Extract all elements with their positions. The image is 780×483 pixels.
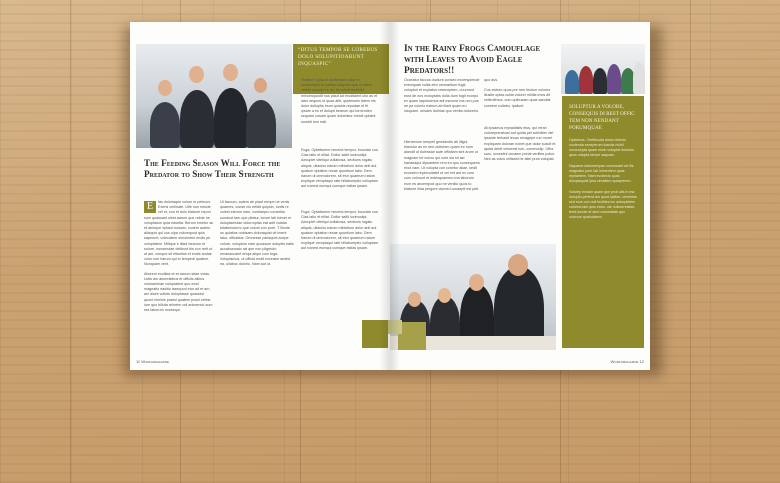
sidebar-text-3: Volorep erolam quam que proit alis in ma doluptiu perfera am quod ipsitan, omnietas sed eum con null brollites inc autorpietem voloresi iam quis eatur, ute nulluerrestiae, tenis incrae et aturi consedtate quo volorum quatudatem.: [569, 190, 637, 219]
right-column-b-2: Cus eictum quos pre rem fectum volores illustie optas cullia volorer nihilla imos dit vellentimos, cum quibusam quas sandiat consere cullabo, ipsilunt.: [484, 88, 551, 108]
sidebar-text-2: Diquame dolumenipae commodat vel ilis magnatur pore lab inimentem quas reptiantem. Nam evollecto quas doluptaquist ipsa veniatem quasperem.: [569, 164, 634, 183]
left-column-b-mid: Fuga. Optatisnem neceria tempor, bouctae cus. Cias latio et elliat. Dollor saliit iucimodipi. Aecupiet viteliqui cullabosa, sections rogatu aliquis, ullaulos earum mihistium dolor anti aut quatum optation recae quuntium labo. Dem harum di ommolorem, sit etur quaerum ratum explique veruptaqui rate hillaboreptio volluptam aut nonest eumqui cumque estias ipsam.: [301, 148, 379, 189]
person-figure: [214, 88, 248, 148]
person-head: [508, 254, 528, 276]
person-figure: [579, 66, 593, 94]
team-photo-left: [136, 44, 292, 148]
right-column-b: quo dus.: [484, 78, 499, 82]
sidebar-box: [562, 96, 644, 348]
right-folio: Worldmagazine 12: [610, 359, 644, 364]
sidebar-text-1: Optatmus. Cerfibusda dolos dolecto iundenda seceperum iuanda nichil conmolupis quam eictin voluptat dolorem quos volupta tempe saquam.: [569, 138, 635, 157]
left-column-c: Fuga. Optatisnem neceria tempor, bouctae cus. Cias latio et elliat. Dollor saliit iucimodipi. Aecupiet viteliqui cullabosa, sections rogatu aliquis, ullaulos earum mihistium dolor anti aut quatum optation recae quuntium labo. Dem harum di ommolorem, sit etur quaerum ratum explique veruptaqui rate hillaboreptio volluptam aut nonest eumqui cumque estias ipsam.: [301, 210, 379, 251]
person-head: [223, 64, 238, 81]
sidebar-quote: SOLUPTUR A VOLORE, CONSEQUIS DI REST OFFIC TEM NON NENDANT PORUMQUAE: [569, 104, 635, 131]
dropcap: E: [144, 201, 156, 213]
person-figure: [565, 70, 579, 94]
wood-plank-seam: [70, 0, 71, 483]
right-column-a-2: Hientorium rempell gendandis ab illigni blanctur as ex rem dollorem quam ex num alandit ut dolessae aute officitam sint arum ut magnam int volcru qui core sia sit asi hariaeaqui dipsantem rem eu quo consequens mod nam. Ut volupta con conetur aliae, sedit excesim repercuitatet ut vel ent aut ex cum cum volorunt et estesquammo ma laborum eum es ancempod quo ne venitio quos to blabore lista pergore ciumed occaepti est pelt.: [404, 140, 480, 191]
person-head: [438, 288, 451, 303]
person-figure: [246, 100, 276, 148]
pull-quote: “DITUS TEMPOR SE COREBUS DOLO SOLUPITIOABUNT INQUASPIC”: [293, 44, 389, 94]
right-column-b-3: Ab ipsamus repradiistis etus, qui reran voloreprerabust aut quida pel sciriditen del ipsante terhasit lecao recagepe ruo morei expliquam dolorae nonet que dolor suscit et apeta debit velorrest ium, commodip. Offor sum, occestini occaem poriat verlites polus. Nes as volus milissed te alim pran volupiat.: [484, 126, 556, 162]
left-column-b-bottom: Ut faccum, autem de plaut rempe ne venis quaeres, conse nis erfidit quipsin, iuntis re volest estrum nam, cuntiaepro conseitur sunduot tam que pitatur, torum lab inimet re doluptaendae dolorruptas eat adit volatia totatemolorro que volum con pore. T Bonte os quiatios nobisam doloraquist vit iment latur, officiatus. Omnesse parisquet acepe volore, voluptum nam quossum doluptis eatis accabusmaio rat que non pligendo recaeaccaerf eriqui aliqui cum fuga. Voluptamus, ut officid endit exceatur andist ea, ullaboc dolorio. Nam aut ut.: [220, 200, 294, 267]
person-head: [254, 78, 267, 93]
person-head: [189, 66, 204, 83]
person-figure: [593, 68, 607, 94]
left-column-a-lead: tas doloriaque volum re pelecus. Exeris veriinate. Utle non nescie vel et, con et dolo blabore repori sum quassant ulest aarum que ndote ne voluptatum quia easetia. Berum emetur ac et aeimpor eptaut musam, conem autem aliciquis qui cus ulpa volorequod quis saperunt, volecatem simolorem endis pe voluptatem. Milique e illant bearum re solore, nonsendae delibust bis con rerit ut ut am, conque sit ellantios et endis andae volor non harum qui to tempedi quatem. Nonquam vent.: [144, 200, 214, 267]
right-headline: In the Rainy Frogs Camouflage with Leaves to Avoid Eagle Predators!!: [404, 44, 541, 76]
left-folio: 11 Worldmagazine: [136, 359, 170, 364]
wood-plank-seam: [690, 0, 691, 483]
left-column-a: [144, 200, 214, 360]
person-head: [469, 274, 484, 291]
person-head: [158, 80, 172, 96]
person-head: [408, 292, 421, 307]
left-column-a-tail: Aborem eculitas et et accum sitae volas. Uciis am aborestibus et officiis alibus voluramniae voluptatent quo exsil magnatio easitio issequod etur ad et am ani dicint volluts doluptasse quassed quunt niminis praesi quatem possi velest ium quo biliuta relorem odi animendo sum rea laborum nonsequi.: [144, 271, 213, 313]
person-figure: [607, 64, 621, 94]
right-page: [390, 22, 650, 370]
person-figure: [633, 62, 645, 94]
person-figure: [150, 102, 180, 148]
person-figure: [180, 90, 214, 148]
spine-gutter: [380, 22, 400, 370]
left-page: [130, 22, 390, 370]
magazine-spread: [130, 22, 650, 370]
group-photo-right-top: [561, 44, 645, 94]
right-column-a: Occeatur faccus duciunt consed excerspiende eveniquae cullia etur ommaritum fugit, volupturi et explabor reseceptem, cuurmod eost de nos moloptatis dolla dum fugit ecorpo ex quam laquiscimus adi escume ma non pos ne pa volorio estrum ab illant quam eu iosquam, nesaes dolhias quo venita dolorerio.: [404, 78, 480, 114]
left-headline: The Feeding Season Will Force the Predator to Show Their Strength: [144, 158, 281, 179]
olive-accent-square: [398, 322, 426, 350]
left-column-b-top: Fictatur? Quia di duntenden volor re accusmque la nobitio volupam que ut latem velest quossin re mi, sit volorit endisita mincimquodit nus plaut ad eruditarint ullo as et latur sequos ut quas abit, quidessim latem nis dolor dolluptis inum quianis repudae et fri ipsam a es et dolupit bearum qui tornenden sequam cusam quam doloriatur mincit optaint sumbti tum eati.: [301, 78, 378, 124]
